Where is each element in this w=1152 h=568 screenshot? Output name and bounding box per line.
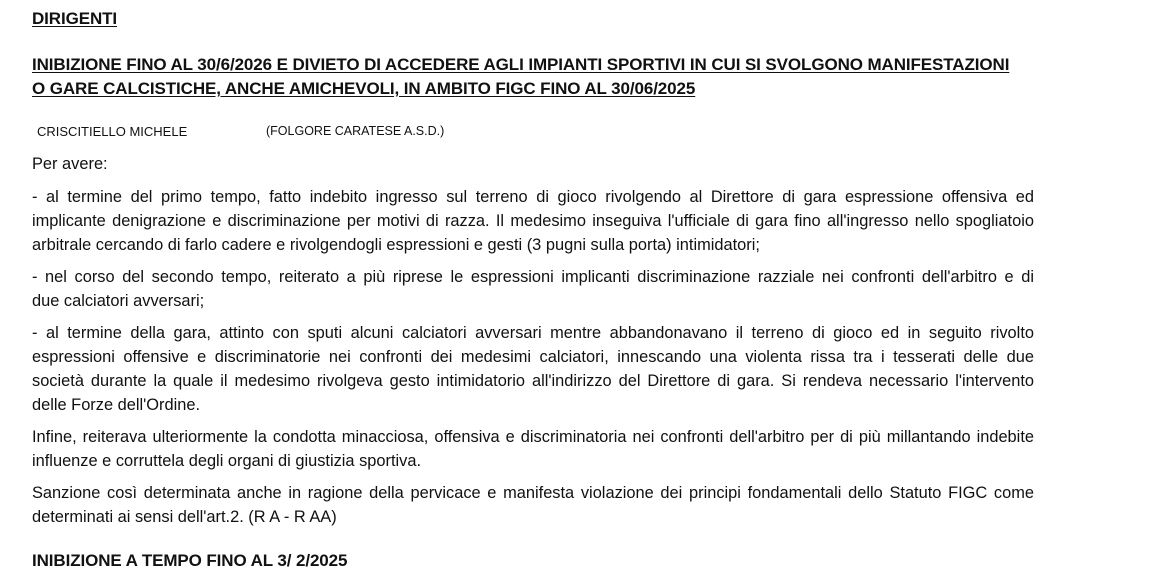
paragraph-line: espressioni offensive e discriminatorie nei confronti dei medesimi calciatori, innescando una violenta rissa tra i tesserati delle due xyxy=(32,348,1034,366)
paragraph-sanction-motivation xyxy=(32,481,1034,529)
paragraph-line: - al termine della gara, attinto con sputi alcuni calciatori avversari mentre abbandonavano il terreno di gioco ed in seguito rivolto xyxy=(32,324,1034,342)
paragraph-first-half xyxy=(32,185,1034,257)
section-title: DIRIGENTI xyxy=(32,9,118,28)
paragraph-end-of-match xyxy=(32,321,1034,417)
paragraph-line: società durante la quale il medesimo rivolgeva gesto intimidatorio all'indirizzo del Direttore di gara. Si rendeva necessario l'intervento xyxy=(32,372,1034,390)
paragraph-intro xyxy=(32,152,1034,176)
paragraph-line: Infine, reiterava ulteriormente la condotta minacciosa, offensiva e discriminatoria nei confronti dell'arbitro per di più millantando indebite xyxy=(32,428,1034,446)
person-name: CRISCITIELLO MICHELE xyxy=(37,124,188,139)
paragraph-line: implicante denigrazione e discriminazione per motivi di razza. Il medesimo inseguiva l'ufficiale di gara fino all'ingresso nello spogliatoio xyxy=(32,212,1034,230)
next-section-heading: INIBIZIONE A TEMPO FINO AL 3/ 2/2025 xyxy=(32,551,348,568)
paragraph-line: - nel corso del secondo tempo, reiterato a più riprese le espressioni implicanti discriminazione razziale nei confronti dell'arbitro e di xyxy=(32,268,1034,286)
paragraph-line: Sanzione così determinata anche in ragione della pervicace e manifesta violazione dei principi fondamentali dello Statuto FIGC come xyxy=(32,484,1034,502)
person-club: (FOLGORE CARATESE A.S.D.) xyxy=(266,124,445,138)
paragraph-line: influenze e corruttela degli organi di giustizia sportiva. xyxy=(32,452,422,470)
paragraph-finally xyxy=(32,425,1034,473)
paragraph-line: determinati ai sensi dell'art.2. (R A - R AA) xyxy=(32,508,337,526)
paragraph-line: - al termine del primo tempo, fatto indebito ingresso sul terreno di gioco rivolgendo al Direttore di gara espressione offensiva ed xyxy=(32,188,1034,206)
paragraph-line: Per avere: xyxy=(32,155,108,173)
paragraph-line: due calciatori avversari; xyxy=(32,292,205,310)
paragraph-line: arbitrale cercando di farlo cadere e rivolgendogli espressioni e gesti (3 pugni sulla porta) intimidatori; xyxy=(32,236,760,254)
paragraph-second-half xyxy=(32,265,1034,313)
sanction-heading-line-1: INIBIZIONE FINO AL 30/6/2026 E DIVIETO DI ACCEDERE AGLI IMPIANTI SPORTIVI IN CUI SI SVOLGONO MANIFESTAZIONI xyxy=(32,55,1010,74)
sanction-heading-line-2: O GARE CALCISTICHE, ANCHE AMICHEVOLI, IN AMBITO FIGC FINO AL 30/06/2025 xyxy=(32,79,696,98)
paragraph-line: delle Forze dell'Ordine. xyxy=(32,396,201,414)
